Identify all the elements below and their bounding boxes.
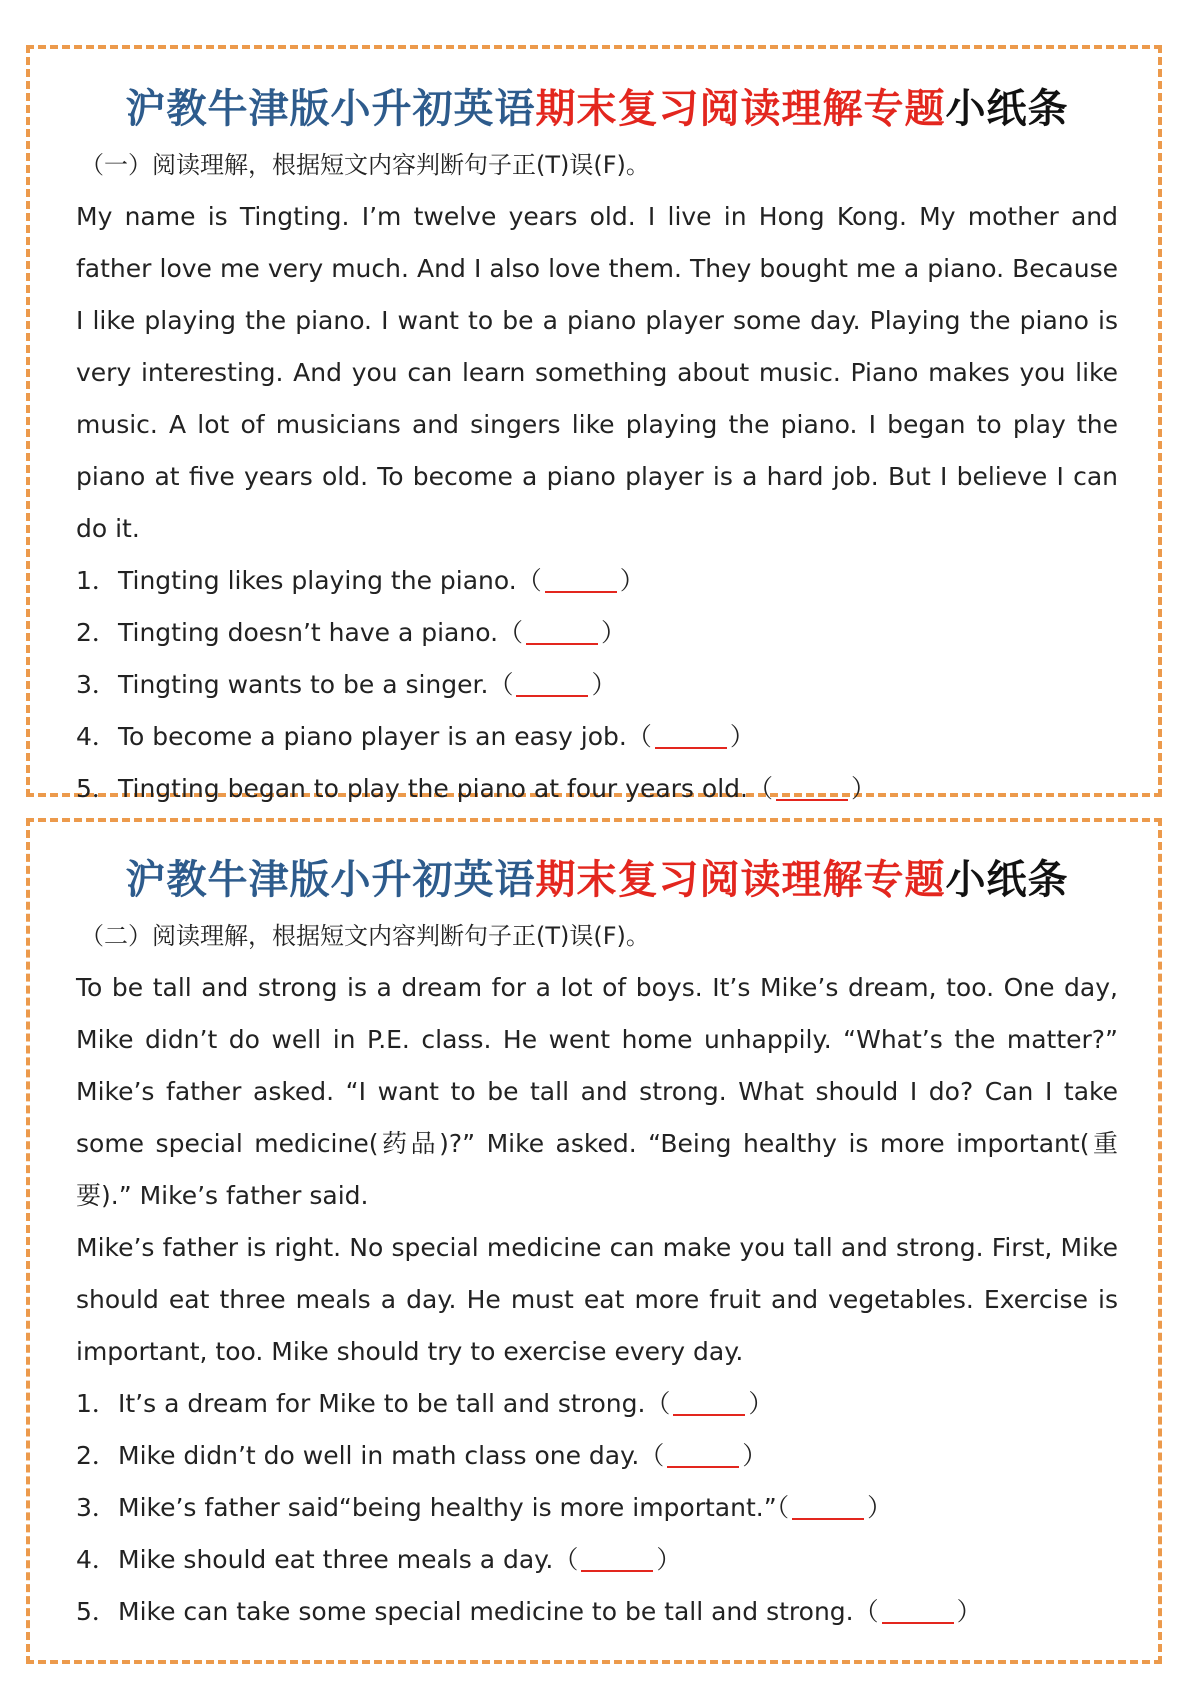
card-title — [76, 856, 1118, 903]
question-number: 4． — [76, 1545, 117, 1574]
question-item — [76, 1482, 1118, 1534]
question-number: 5． — [76, 1597, 117, 1626]
answer-blank[interactable] — [516, 665, 588, 697]
instruction: （一）阅读理解，根据短文内容判断句子正(T)误(F)。 — [80, 151, 650, 179]
question-item — [76, 763, 1118, 815]
question-item — [76, 555, 1118, 607]
question-close-paren: ） — [748, 1389, 774, 1418]
question-close-paren: ） — [656, 1545, 682, 1574]
answer-blank[interactable] — [776, 769, 848, 801]
question-text: It’s a dream for Mike to be tall and strong.（ — [118, 1389, 671, 1418]
answer-blank[interactable] — [792, 1488, 864, 1520]
reading-passage — [76, 191, 1118, 555]
question-number: 5． — [76, 774, 117, 803]
card-title — [76, 85, 1118, 132]
question-number: 3． — [76, 670, 117, 699]
title-blue-part: 沪教牛津版小升初英语 — [125, 856, 536, 903]
question-text: To become a piano player is an easy job.（ — [118, 722, 652, 751]
question-item — [76, 1586, 1118, 1638]
answer-blank[interactable] — [673, 1384, 745, 1416]
question-list — [76, 555, 1118, 815]
question-number: 2． — [76, 1441, 117, 1470]
answer-blank[interactable] — [545, 561, 617, 593]
question-close-paren: ） — [850, 774, 876, 803]
title-black-part: 小纸条 — [945, 856, 1069, 903]
question-number: 2． — [76, 618, 117, 647]
instruction: （二）阅读理解，根据短文内容判断句子正(T)误(F)。 — [80, 922, 650, 950]
title-red-part: 期末复习阅读理解专题 — [535, 85, 946, 132]
question-number: 1． — [76, 1389, 117, 1418]
question-text: Tingting wants to be a singer.（ — [118, 670, 514, 699]
title-blue-part: 沪教牛津版小升初英语 — [125, 85, 536, 132]
passage-paragraph: Mike’s father is right. No special medicine can make you tall and strong. First, Mike should eat three meals a day. He must eat more fruit and vegetables. Exercise is important, too. Mike should try to exercise every day. — [76, 1233, 1118, 1366]
question-close-paren: ） — [867, 1493, 893, 1522]
question-text: Mike can take some special medicine to be tall and strong.（ — [118, 1597, 879, 1626]
question-item — [76, 1430, 1118, 1482]
worksheet-card-2 — [26, 818, 1162, 1664]
worksheet-card-1 — [26, 45, 1162, 803]
title-red-part: 期末复习阅读理解专题 — [535, 856, 946, 903]
question-close-paren: ） — [619, 566, 645, 595]
answer-blank[interactable] — [655, 717, 727, 749]
answer-blank[interactable] — [882, 1592, 954, 1624]
question-close-paren: ） — [601, 618, 627, 647]
passage-paragraph: My name is Tingting. I’m twelve years old. I live in Hong Kong. My mother and father love me very much. And I also love them. They bought me a piano. Because I like playing the piano. I want to be a piano player some day. Playing the piano is very interesting. And you can learn something about music. Piano makes you like music. A lot of musicians and singers like playing the piano. I began to play the piano at five years old. To become a piano player is a hard job. But I believe I can do it. — [76, 202, 1118, 543]
question-close-paren: ） — [956, 1597, 982, 1626]
answer-blank[interactable] — [526, 613, 598, 645]
question-text: Mike should eat three meals a day.（ — [118, 1545, 579, 1574]
question-text: Tingting likes playing the piano.（ — [118, 566, 542, 595]
question-item — [76, 1378, 1118, 1430]
question-item — [76, 659, 1118, 711]
question-list — [76, 1378, 1118, 1638]
answer-blank[interactable] — [581, 1540, 653, 1572]
question-text: Mike’s father said“being healthy is more important.”（ — [118, 1493, 790, 1522]
question-item — [76, 1534, 1118, 1586]
question-number: 1． — [76, 566, 117, 595]
answer-blank[interactable] — [667, 1436, 739, 1468]
question-close-paren: ） — [591, 670, 617, 699]
question-item — [76, 607, 1118, 659]
question-number: 4． — [76, 722, 117, 751]
question-text: Tingting doesn’t have a piano.（ — [118, 618, 524, 647]
question-text: Tingting began to play the piano at four years old.（ — [118, 774, 773, 803]
passage-paragraph: To be tall and strong is a dream for a lot of boys. It’s Mike’s dream, too. One day, Mike didn’t do well in P.E. class. He went home unhappily. “What’s the matter?” Mike’s father asked. “I want to be tall and strong. What should I do? Can I take some special medicine(药品)?” Mike asked. “Being healthy is more important(重要).” Mike’s father said. — [76, 973, 1118, 1210]
question-item — [76, 711, 1118, 763]
question-text: Mike didn’t do well in math class one day.（ — [118, 1441, 665, 1470]
reading-passage — [76, 962, 1118, 1378]
question-close-paren: ） — [729, 722, 755, 751]
question-number: 3． — [76, 1493, 117, 1522]
question-close-paren: ） — [742, 1441, 768, 1470]
title-black-part: 小纸条 — [945, 85, 1069, 132]
